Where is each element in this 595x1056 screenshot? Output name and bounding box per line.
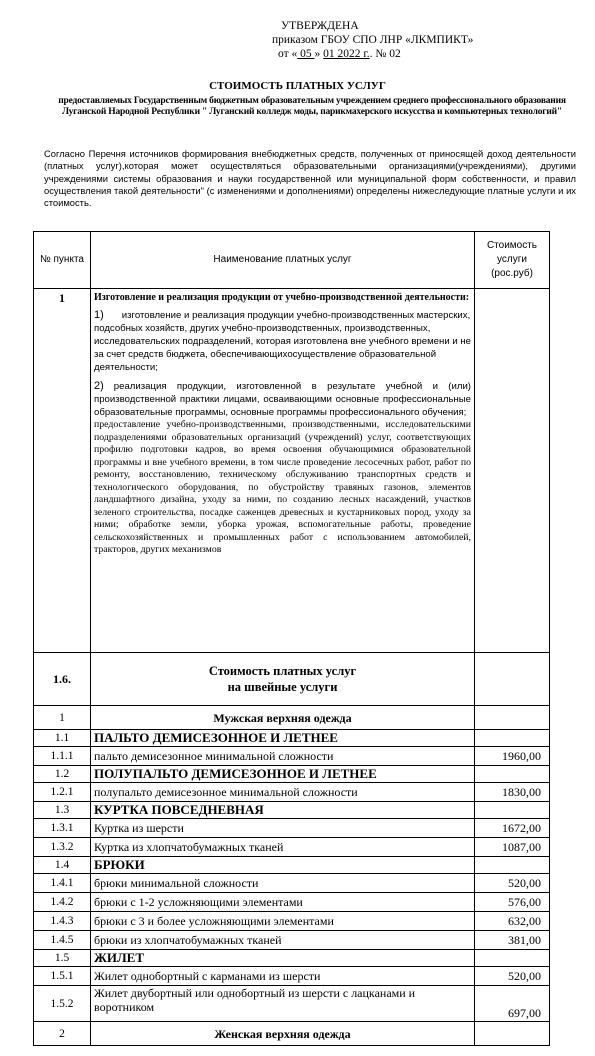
row-number: 1.1.1 — [34, 747, 91, 766]
row-number: 1.3 — [34, 802, 91, 819]
row-price: 1960,00 — [475, 747, 550, 766]
row-service-name: брюки с 1-2 усложняющими элементами — [91, 893, 475, 912]
table-row — [34, 747, 550, 766]
item-2-number: 2) — [94, 380, 104, 392]
approval-order-number: . № 02 — [369, 48, 401, 60]
approval-line-1: УТВЕРЖДЕНА — [281, 20, 359, 32]
section-1-6-row — [34, 653, 550, 706]
approval-stamp — [272, 19, 473, 61]
table-row — [34, 967, 550, 986]
section-1-item-1 — [94, 309, 471, 374]
approval-line-2: приказом ГБОУ СПО ЛНР «ЛКМПИКТ» — [272, 34, 474, 46]
table-row — [34, 986, 550, 1022]
row-price — [475, 1022, 550, 1046]
row-number: 1.2 — [34, 766, 91, 783]
section-1-6-title-line-1: Стоимость платных услуг — [208, 664, 357, 678]
row-number: 2 — [34, 1022, 91, 1046]
row-price: 1830,00 — [475, 783, 550, 802]
section-1-6-title-line-2: на швейные услуги — [227, 680, 338, 694]
table-header-row — [34, 232, 550, 289]
price-table — [33, 231, 550, 1046]
table-row — [34, 802, 550, 819]
row-service-name: ПОЛУПАЛЬТО ДЕМИСЕЗОННОЕ И ЛЕТНЕЕ — [91, 766, 475, 783]
section-1-6-price — [475, 653, 550, 706]
section-1-item-3: предоставление учебно-производственными, производственными, исследовательскими подразделениями образовательных организаций (учреждений) услуг, соответствующих профилю подготовки кадров, во время освоения обучающимися образовательной программы и вне учебного времени, в том числе проведение лесосечных работ, работ по ремонту, восстановлению, техническому обслуживанию транспортных средств и технологического оборудования, по обустройству травяных газонов, элементов ландшафтного дизайна, уходу за ними, по созданию лесных насаждений, участков зеленого строительства, посадке саженцев древесных и кустарниковых пород, уходу за ними; обработке земли, уборка урожая, вспомогательные работы, проведение сельскохозяйственных и промышленных работ с использованием автомобилей, тракторов, других механизмов — [94, 419, 471, 555]
row-price — [475, 802, 550, 819]
row-service-name: брюки минимальной сложности — [91, 874, 475, 893]
section-1-description — [91, 289, 475, 653]
row-number: 1.4.1 — [34, 874, 91, 893]
table-row — [34, 857, 550, 874]
table-row — [34, 838, 550, 857]
row-service-name: Жилет двубортный или однобортный из шерсти с лацканами и воротником — [91, 986, 475, 1022]
row-price: 632,00 — [475, 912, 550, 931]
section-1-row — [34, 289, 550, 653]
section-1-6-number: 1.6. — [34, 653, 91, 706]
table-row — [34, 730, 550, 747]
section-1-6-title — [91, 653, 475, 706]
row-service-name: Мужская верхняя одежда — [91, 706, 475, 730]
row-number: 1.5 — [34, 950, 91, 967]
header-service-name: Наименование платных услуг — [91, 232, 475, 289]
row-number: 1.4.5 — [34, 931, 91, 950]
row-price: 520,00 — [475, 874, 550, 893]
table-row — [34, 783, 550, 802]
item-1-text: изготовление и реализация продукции учебно-производственных мастерских, подсобных хозяйств, других учебно-производственных, производственных, исследовательских подразделений, которая изготовлена вне учебного времени и не за счет средств бюджета, обеспечивающихосуществление образовательной деятельности; — [94, 310, 472, 373]
row-number: 1.1 — [34, 730, 91, 747]
row-price: 576,00 — [475, 893, 550, 912]
section-1-heading: Изготовление и реализация продукции от учебно-производственной деятельности: — [94, 292, 470, 303]
header-number: № пункта — [34, 232, 91, 289]
row-number: 1.5.1 — [34, 967, 91, 986]
table-row — [34, 931, 550, 950]
table-row — [34, 893, 550, 912]
row-price: 520,00 — [475, 967, 550, 986]
table-row — [34, 1022, 550, 1046]
row-service-name: брюки из хлопчатобумажных тканей — [91, 931, 475, 950]
document-subtitle: предоставляемых Государственным бюджетным образовательным учреждением среднего профессионального образования Луганской Народной Республики " Луганский колледж моды, парикмахерского искусства и компьютерных технологий" — [58, 96, 566, 117]
row-service-name: полупальто демисезонное минимальной сложности — [91, 783, 475, 802]
row-service-name: Куртка из хлопчатобумажных тканей — [91, 838, 475, 857]
row-service-name: пальто демисезонное минимальной сложности — [91, 747, 475, 766]
price-rows — [34, 706, 550, 1046]
header-price: Стоимость услуги (рос.руб) — [475, 232, 550, 289]
document-title: СТОИМОСТЬ ПЛАТНЫХ УСЛУГ — [209, 80, 386, 92]
row-number: 1.3.1 — [34, 819, 91, 838]
row-service-name: БРЮКИ — [91, 857, 475, 874]
row-price: 1087,00 — [475, 838, 550, 857]
table-row — [34, 912, 550, 931]
row-number: 1 — [34, 706, 91, 730]
table-row — [34, 950, 550, 967]
row-number: 1.3.2 — [34, 838, 91, 857]
row-service-name: Женская верхняя одежда — [91, 1022, 475, 1046]
table-row — [34, 874, 550, 893]
row-number: 1.5.2 — [34, 986, 91, 1022]
section-1-item-2 — [94, 380, 471, 419]
row-price — [475, 766, 550, 783]
row-price: 697,00 — [475, 986, 550, 1022]
row-number: 1.4.2 — [34, 893, 91, 912]
intro-paragraph: Согласно Перечня источников формирования внебюджетных средств, полученных от приносящей доход деятельности (платных услуг),которая может осуществляться образовательными организациями(учреждениями), другими учреждениями системы образования и науки государственной или муниципальной форм собственности, и правил осуществления такой деятельности" (с изменениями и дополнениями) определены нижеследующие платные услуги и их стоимость. — [44, 148, 576, 209]
row-price — [475, 706, 550, 730]
row-service-name: ПАЛЬТО ДЕМИСЕЗОННОЕ И ЛЕТНЕЕ — [91, 730, 475, 747]
item-2-text: реализация продукции, изготовленной в результате учебной и (или) производственной практики лицами, осваивающими основные профессиональные образовательные программы, основные программы профессионального обучения; — [94, 381, 471, 418]
row-number: 1.4 — [34, 857, 91, 874]
section-1-number: 1 — [34, 289, 91, 653]
section-1-price — [475, 289, 550, 653]
row-number: 1.4.3 — [34, 912, 91, 931]
row-price — [475, 730, 550, 747]
row-price — [475, 857, 550, 874]
row-price: 1672,00 — [475, 819, 550, 838]
item-1-number: 1) — [94, 309, 104, 321]
approval-date-prefix: от « — [278, 48, 298, 60]
row-price: 381,00 — [475, 931, 550, 950]
row-service-name: КУРТКА ПОВСЕДНЕВНАЯ — [91, 802, 475, 819]
approval-line-3 — [272, 47, 473, 61]
approval-day: 05 — [297, 48, 315, 60]
approval-date-mid: » — [314, 48, 324, 60]
table-row — [34, 706, 550, 730]
row-service-name: брюки с 3 и более усложняющими элементами — [91, 912, 475, 931]
row-price — [475, 950, 550, 967]
row-service-name: ЖИЛЕТ — [91, 950, 475, 967]
row-service-name: Куртка из шерсти — [91, 819, 475, 838]
table-row — [34, 766, 550, 783]
table-row — [34, 819, 550, 838]
row-service-name: Жилет однобортный с карманами из шерсти — [91, 967, 475, 986]
approval-month-year: 01 2022 г. — [323, 48, 370, 60]
row-number: 1.2.1 — [34, 783, 91, 802]
